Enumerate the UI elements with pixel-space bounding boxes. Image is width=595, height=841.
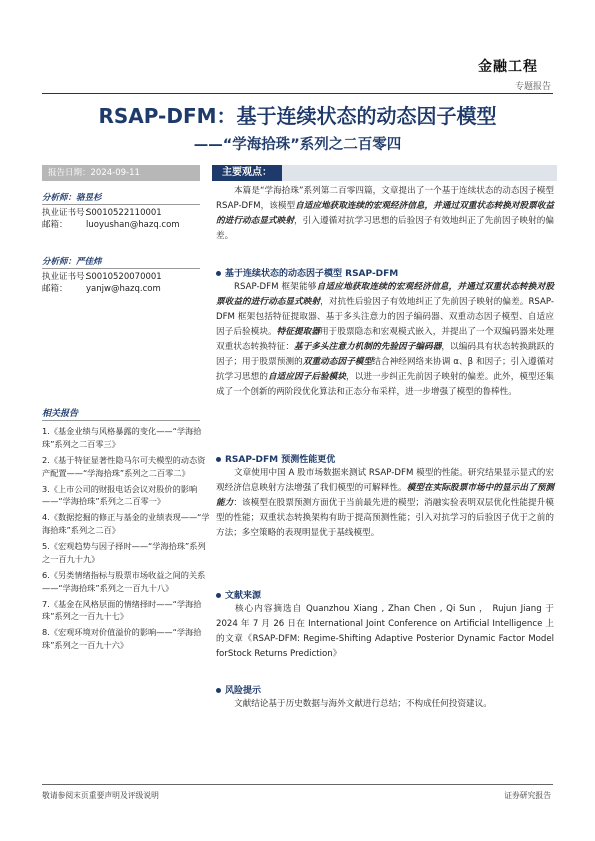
bullet-icon <box>216 457 221 462</box>
bullet-icon <box>216 593 221 598</box>
bullet-icon <box>216 688 221 693</box>
section-paragraph: 核心内容摘选自 Quanzhou Xiang , Zhan Chen , Qi Sun ， Rujun Jiang 于 2024 年 7 月 26 日在 International Joint Conference on Artificial Intelligence 上的文章《RSAP-DFM: Regime-Shifting Adaptive Posterior Dynamic Factor Model forStock Returns Prediction》 <box>216 604 554 659</box>
analyst-divider <box>42 204 200 205</box>
analyst-email-link[interactable]: yanjw@hazq.com <box>86 284 161 294</box>
related-report-item[interactable]: 7.《基金在风格层面的情绪择时——“学海拾珠”系列之一百九十七》 <box>42 598 202 622</box>
footer-label: 证券研究报告 <box>504 791 551 800</box>
related-report-item[interactable]: 5.《宏观趋势与因子择时——“学海拾珠”系列之一百九十九》 <box>42 541 206 564</box>
report-type: 专题报告 <box>514 82 551 92</box>
section-paragraph: 文章使用中国 A 股市场数据来测试 RSAP-DFM 模型的性能。研究结果显示显式的宏观经济信息映射方法增强了我们模型的可解释性。模型在实际股票市场中的显示出了预测能力：该模型在股票预测方面优于当前最先进的模型；消融实验表明双层优化性能提升模型的性能；双重状态转换架构有助于提高预测性能；引入对抗学习的后验因子优于之前的方法；多空策略的表现明显优于基线模型。 <box>216 468 554 538</box>
key-points-header <box>212 165 557 181</box>
analyst-cert: 执业证书号：S0010520070001 <box>42 272 162 282</box>
related-report-item[interactable]: 8.《宏观环境对价值溢价的影响——“学海拾珠”系列之一百九十六》 <box>42 627 202 651</box>
analyst-cert: 执业证书号：S0010522110001 <box>42 208 162 218</box>
section-heading: 风险提示 <box>216 683 261 696</box>
bullet-icon <box>216 271 221 276</box>
analyst-divider <box>42 268 200 269</box>
report-date: 报告日期：2024-09-11 <box>42 165 200 181</box>
section-paragraph: RSAP-DFM 框架能够自适应地获取连续的宏观经济信息，并通过双重状态转换对股票收益的进行动态显式映射，对抗性后验因子有效地纠正了先前因子映射的偏差。RSAP-DFM 框架包括特征提取器、基于多头注意力的因子编码器、双重动态因子模型、自适应因子后验模块。特征提取器用于股票隐态和宏观模式嵌入，并提出了一个双编码器来处理双重状态转换特征：基于多头注意力机制的先验因子编码器，以编码具有状态转换跳跃的因子；用于股票预测的双重动态因子模型结合神经网络来协调 α、β 和因子；引入遵循对抗学习思想的自适应因子后验模块，以进一步纠正先前因子映射的偏差。此外，模型还集成了一个创新的两阶段优化算法和正态分布采样，进一步增强了模型的鲁棒性。 <box>216 282 554 397</box>
footer-divider <box>42 784 553 785</box>
related-report-item[interactable]: 6.《另类情绪指标与股票市场收益之间的关系——“学海拾珠”系列之一百九十八》 <box>42 569 206 593</box>
brand-title: 金融工程 <box>478 59 538 75</box>
related-report-item[interactable]: 3.《上市公司的财报电话会议对股价的影响——“学海拾珠”系列之二百零一》 <box>42 483 198 507</box>
analyst-email-link[interactable]: luoyushan@hazq.com <box>86 220 180 230</box>
related-divider <box>42 420 200 421</box>
section-heading: 文献来源 <box>216 588 261 601</box>
section-paragraph: 文献结论基于历史数据与海外文献进行总结；不构成任何投资建议。 <box>234 699 492 709</box>
page-subtitle: ——“学海拾珠”系列之二百零四 <box>193 137 402 153</box>
page-title: RSAP-DFM：基于连续状态的动态因子模型 <box>98 104 497 128</box>
analyst-name: 分析师：严佳炜 <box>42 257 102 267</box>
related-reports-title: 相关报告 <box>42 409 79 419</box>
section-heading: RSAP-DFM 预测性能更优 <box>216 452 335 465</box>
footer-disclaimer[interactable]: 敬请参阅末页重要声明及评级说明 <box>42 791 159 800</box>
analyst-email: 邮箱： yanjw@hazq.com <box>42 284 161 294</box>
section-heading: 基于连续状态的动态因子模型 RSAP-DFM <box>216 266 398 279</box>
analyst-email: 邮箱： luoyushan@hazq.com <box>42 220 180 230</box>
related-report-item[interactable]: 2.《基于特征显著性隐马尔可夫模型的动态资产配置——“学海拾珠”系列之二百零二》 <box>42 454 206 478</box>
related-report-item[interactable]: 1.《基金业绩与风格暴露的变化——“学海拾珠”系列之二百零三》 <box>42 426 202 449</box>
key-points-tag: 主要观点： <box>212 165 282 181</box>
analyst-name: 分析师：骆昱杉 <box>42 193 102 203</box>
related-report-item[interactable]: 4.《数据挖掘的修正与基金的业绩表现——“学海拾珠”系列之二百》 <box>42 512 210 536</box>
intro-paragraph: 本篇是“学海拾珠”系列第二百零四篇，文章提出了一个基于连续状态的动态因子模型 RSAP-DFM，该模型自适应地获取连续的宏观经济信息，并通过双重状态转换对股票收益的进行动态显式映射，引入遵循对抗学习思想的后验因子有效地纠正了先前因子映射的偏差。 <box>216 186 554 241</box>
header-divider <box>42 93 553 94</box>
related-reports-list <box>42 425 210 655</box>
